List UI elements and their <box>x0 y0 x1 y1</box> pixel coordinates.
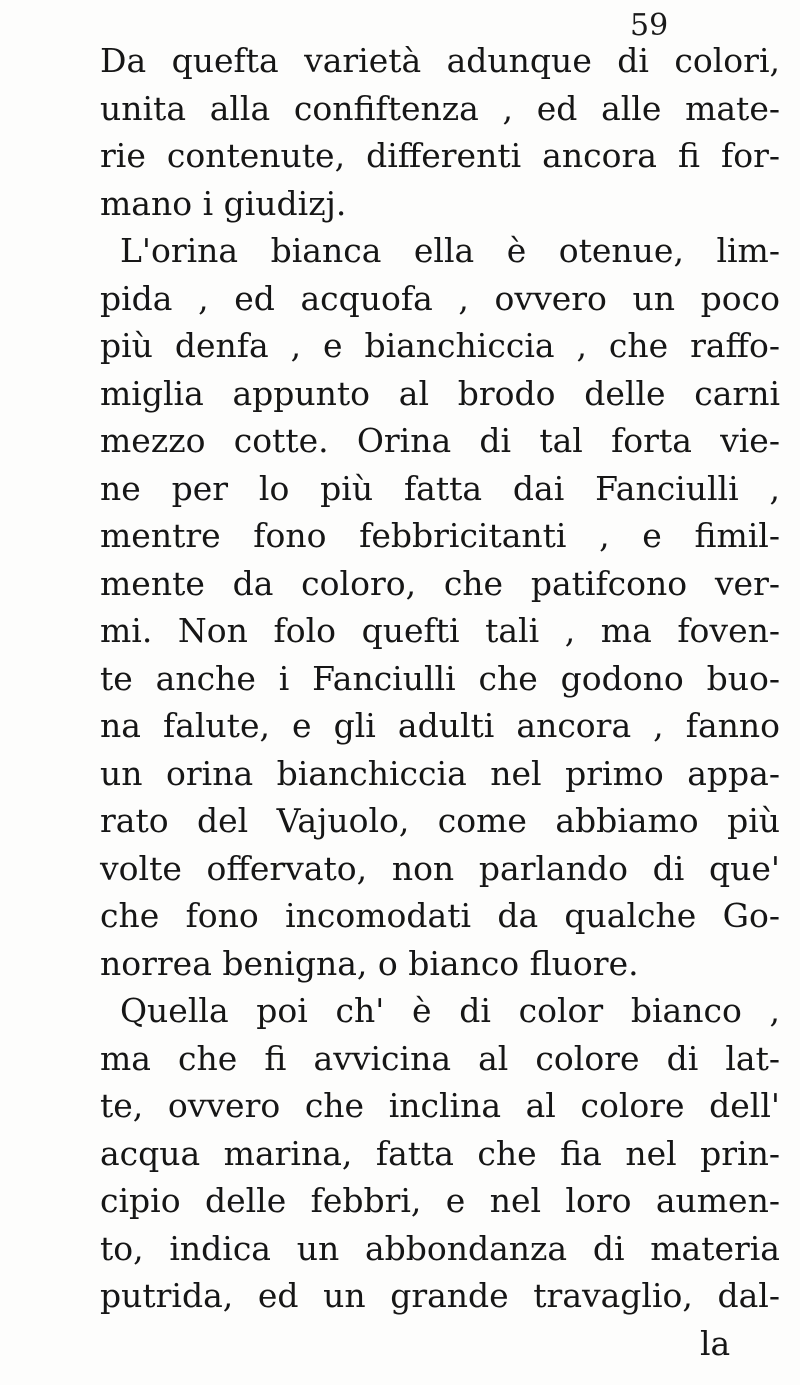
text-line: acqua marina, fatta che fia nel prin- <box>100 1133 780 1173</box>
text-line: norrea benigna, o bianco fluore. <box>100 943 639 983</box>
text-line: mi. Non folo quefti tali , ma foven- <box>100 611 780 650</box>
text-line: to, indica un abbondanza di materia <box>100 1228 780 1268</box>
text-line: mentre fono febbricitanti , e fimil- <box>100 516 780 555</box>
text-line: un orina bianchiccia nel primo appa- <box>100 753 780 793</box>
text-line: Da quefta varietà adunque di colori, <box>100 41 780 80</box>
text-line: cipio delle febbri, e nel loro aumen- <box>100 1181 780 1220</box>
text-line: mezzo cotte. Orina di tal forta vie- <box>100 421 780 460</box>
text-line: più denfa , e bianchiccia , che raffo- <box>100 326 780 365</box>
page-number: 59 <box>630 8 669 43</box>
text-line: te anche i Fanciulli che godono buo- <box>100 658 780 698</box>
text-line: rie contenute, differenti ancora fi for- <box>100 136 780 175</box>
body-text <box>100 37 780 1320</box>
text-line: unita alla confiftenza , ed alle mate- <box>100 88 780 128</box>
text-line: mente da coloro, che patifcono ver- <box>100 563 780 603</box>
text-line: che fono incomodati da qualche Go- <box>100 896 780 935</box>
text-line: mano i giudizj. <box>100 183 347 223</box>
text-line: volte offervato, non parlando di que' <box>100 848 780 888</box>
text-line: ne per lo più fatta dai Fanciulli , <box>100 468 780 508</box>
text-line: te, ovvero che inclina al colore dell' <box>100 1086 780 1125</box>
text-line: Quella poi ch' è di color bianco , <box>120 991 780 1030</box>
text-line: miglia appunto al brodo delle carni <box>100 373 780 413</box>
text-line: L'orina bianca ella è otenue, lim- <box>120 231 780 270</box>
text-line: putrida, ed un grande travaglio, dal- <box>100 1276 780 1315</box>
text-line: ma che fi avvicina al colore di lat- <box>100 1038 780 1078</box>
text-line: rato del Vajuolo, come abbiamo più <box>100 801 780 840</box>
text-line: na falute, e gli adulti ancora , fanno <box>100 706 780 745</box>
catchword: la <box>700 1324 731 1363</box>
text-line: pida , ed acquofa , ovvero un poco <box>100 278 780 318</box>
